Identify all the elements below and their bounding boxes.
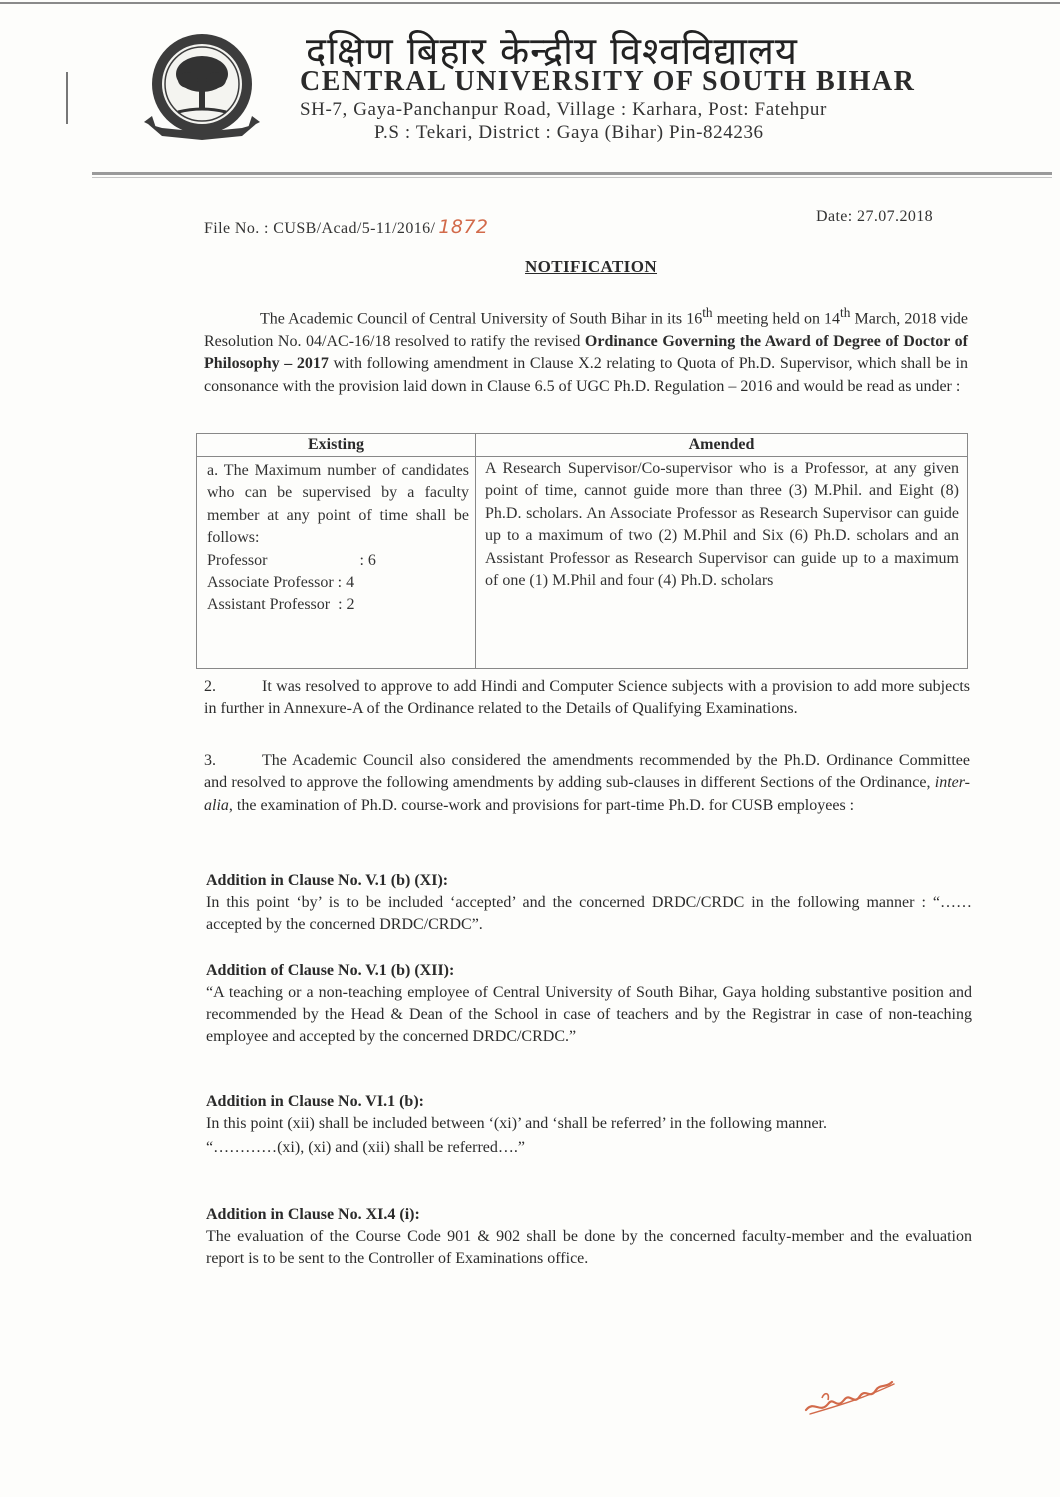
section-body: The evaluation of the Course Code 901 & 902 shall be done by the concerned faculty-member and the evaluation report is to be sent to the Controller of Examinations office. (206, 1228, 972, 1267)
existing-cell (207, 460, 469, 617)
para1-text-d: with following amendment in Clause X.2 relating to Quota of Ph.D. Supervisor, which shall be in consonance with the provision laid down in Clause 6.5 of UGC Ph.D. Regulation – 2016 and would be read as under : (204, 355, 968, 395)
rank-row (207, 550, 469, 572)
scan-mark (66, 72, 68, 124)
paragraph-3 (204, 750, 970, 817)
section-heading: Addition of Clause No. V.1 (b) (XII): (206, 962, 455, 979)
ordinance-name: Ordinance Governing the Award of Degree of Doctor of Philosophy – 2017 (204, 332, 968, 373)
file-number-label: File No. : CUSB/Acad/5-11/2016/ (204, 220, 436, 237)
existing-text: a. The Maximum number of candidates who can be supervised by a faculty member at any point of time shall be follows: (207, 462, 469, 547)
table-header-divider (197, 456, 967, 457)
table-header-existing: Existing (307, 436, 364, 453)
rank-value: : 4 (337, 574, 355, 592)
section-heading: Addition in Clause No. XI.4 (i): (206, 1206, 420, 1223)
notification-date: Date: 27.07.2018 (816, 208, 934, 225)
section-body: “A teaching or a non-teaching employee of Central University of South Bihar, Gaya holding substantive position and recommended by the Head & Dean of the School in case of teachers and by the Registrar in case of non-teaching employee and accepted by the concerned DRDC/CRDC.” (206, 984, 972, 1045)
section-body: In this point ‘by’ is to be included ‘accepted’ and the concerned DRDC/CRDC in the following manner : “……accepted by the concerned DRDC/CRDC”. (206, 894, 972, 933)
para3-text-b: , the examination of Ph.D. course-work and provisions for part-time Ph.D. for CUSB employees : (228, 796, 855, 814)
rank-value: : 2 (338, 596, 355, 614)
amendment-table (196, 433, 968, 669)
section-body (206, 1113, 972, 1159)
section-body-text: In this point (xii) shall be included between ‘(xi)’ and ‘shall be referred’ in the following manner. (206, 1115, 827, 1132)
rank-row (207, 594, 469, 616)
para3-italic: inter-alia (204, 774, 970, 814)
section-heading: Addition in Clause No. V.1 (b) (XI): (206, 872, 449, 889)
section-heading: Addition in Clause No. VI.1 (b): (206, 1093, 424, 1110)
top-border (0, 2, 1060, 4)
para2-text: It was resolved to approve to add Hindi and Computer Science subjects with a provision to add more subjects in further in Annexure-A of the Ordinance related to the Details of Qualifying Examinations. (204, 678, 970, 718)
rank-name: Assistant Professor (207, 596, 331, 614)
file-number-handwritten: 1872 (438, 216, 489, 238)
rank-name: Associate Professor (207, 574, 334, 592)
paragraph-number: 2. (204, 678, 216, 695)
page-title: NOTIFICATION (525, 257, 658, 276)
paragraph-1 (204, 302, 968, 398)
para3-text-a: The Academic Council also considered the amendments recommended by the Ph.D. Ordinance Committee and resolved to approve the following amendments by adding sub-clauses in different Sections of the Ordinance, (204, 752, 970, 792)
paragraph-2 (204, 676, 970, 721)
address-line-2: P.S : Tekari, District : Gaya (Bihar) Pin-824236 (374, 122, 764, 143)
section-body-quote: “…………(xi), (xi) and (xii) shall be referred….” (206, 1139, 525, 1156)
amended-cell: A Research Supervisor/Co-supervisor who is a Professor, at any given point of time, cannot guide more than three (3) M.Phil. and Eight (8) Ph.D. scholars. An Associate Professor as Research Supervisor can guide up to a maximum of two (2) M.Phil and Six (6) Ph.D. scholars and an Assistant Professor as Research Supervisor can guide up to a maximum of one (1) M.Phil and four (4) Ph.D. scholars (485, 460, 959, 590)
rank-name: Professor (207, 551, 268, 569)
address-line-1: SH-7, Gaya-Panchanpur Road, Village : Karhara, Post: Fatehpur (300, 99, 827, 120)
signature-icon (800, 1370, 900, 1420)
table-column-divider (475, 434, 476, 668)
para1-text-c: March, 2018 vide Resolution No. 04/AC-16/18 resolved to ratify the revised (204, 310, 968, 350)
rank-row (207, 572, 469, 594)
para1-sup-1: th (702, 305, 713, 320)
header-divider (92, 172, 1052, 175)
header-divider-thin (92, 177, 1052, 178)
para1-sup-2: th (840, 305, 851, 320)
para1-text-b: meeting held on 14 (712, 310, 841, 328)
paragraph-number: 3. (204, 752, 216, 769)
university-name-hindi: दक्षिण बिहार केन्द्रीय विश्वविद्यालय (306, 29, 798, 73)
para1-text-a: The Academic Council of Central University of South Bihar in its 16 (260, 310, 703, 328)
rank-value: : 6 (359, 551, 376, 569)
university-name-english: CENTRAL UNIVERSITY OF SOUTH BIHAR (300, 66, 916, 97)
table-header-amended: Amended (688, 436, 755, 453)
file-number (204, 216, 488, 238)
university-seal-icon (142, 28, 264, 150)
